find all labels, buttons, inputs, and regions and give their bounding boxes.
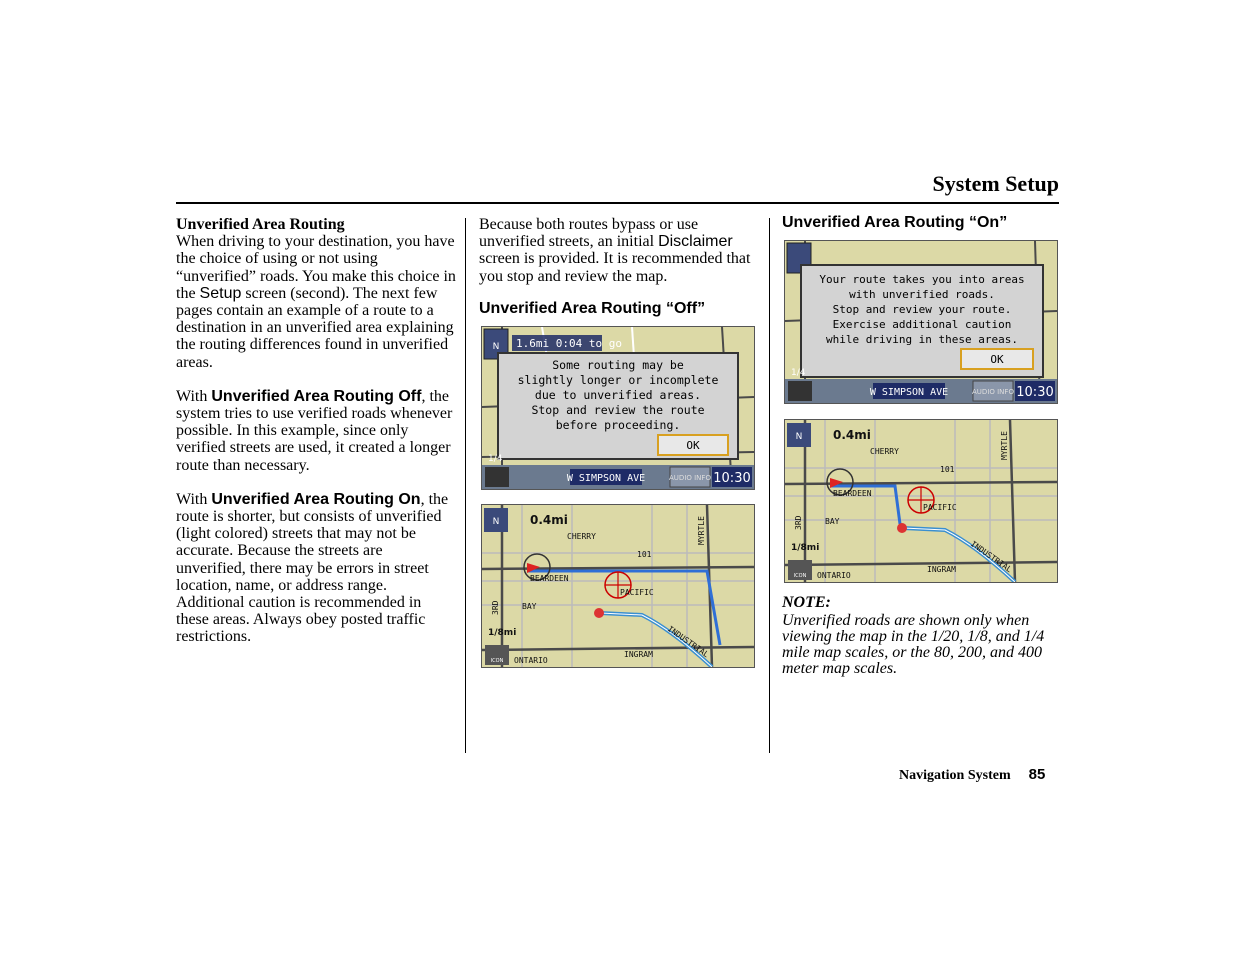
svg-text:ICON: ICON bbox=[490, 658, 504, 664]
routing-on-term: Unverified Area Routing On bbox=[211, 490, 421, 508]
svg-text:INGRAM: INGRAM bbox=[624, 650, 653, 659]
screenshot-on-disclaimer bbox=[784, 240, 1058, 404]
svg-text:N: N bbox=[492, 342, 500, 352]
disclaimer-term: Disclaimer bbox=[658, 233, 733, 251]
footer bbox=[899, 766, 1045, 784]
screenshot-off-disclaimer bbox=[481, 326, 755, 490]
street-name: W SIMPSON AVE bbox=[566, 473, 646, 484]
svg-text:Exercise additional caution: Exercise additional caution bbox=[832, 318, 1012, 331]
svg-text:MYRTLE: MYRTLE bbox=[697, 516, 706, 545]
routing-off-paragraph: With Unverified Area Routing Off, the system tries to use verified roads whenever possible. In this example, since only verified streets are used, it created a longer route than necessary. bbox=[176, 387, 453, 474]
svg-text:OK: OK bbox=[990, 353, 1004, 366]
routing-off-term: Unverified Area Routing Off bbox=[211, 387, 422, 405]
svg-text:INDUSTRIAL: INDUSTRIAL bbox=[968, 539, 1014, 575]
column-divider-2 bbox=[769, 218, 770, 753]
footer-label: Navigation System bbox=[899, 768, 1011, 783]
svg-text:101: 101 bbox=[940, 465, 955, 474]
svg-text:BAY: BAY bbox=[522, 602, 537, 611]
svg-text:MYRTLE: MYRTLE bbox=[1000, 431, 1009, 460]
svg-text:0.4mi: 0.4mi bbox=[833, 428, 871, 442]
svg-text:ICON: ICON bbox=[793, 573, 807, 579]
svg-text:Your route takes you into area: Your route takes you into areas bbox=[819, 273, 1025, 286]
svg-text:3RD: 3RD bbox=[491, 600, 500, 615]
note-title: NOTE: bbox=[782, 594, 831, 611]
dialog-line-2: slightly longer or incomplete bbox=[517, 373, 719, 387]
column-1 bbox=[176, 216, 456, 646]
svg-text:10:30: 10:30 bbox=[1016, 385, 1054, 400]
header-rule bbox=[176, 202, 1059, 204]
section-heading: Unverified Area Routing bbox=[176, 216, 345, 233]
disclaimer-paragraph: Because both routes bypass or use unverified streets, an initial Disclaimer screen is provided. It is recommended that you stop and review the map. bbox=[479, 216, 751, 285]
distance-readout: 1.6mi 0:04 to go bbox=[516, 337, 622, 350]
routing-off-heading: Unverified Area Routing “Off” bbox=[479, 300, 706, 317]
column-2 bbox=[479, 216, 755, 285]
svg-text:1/4: 1/4 bbox=[791, 368, 806, 378]
svg-text:OK: OK bbox=[686, 439, 700, 452]
routing-on-paragraph: With Unverified Area Routing On, the route is shorter, but consists of unverified (light colored) streets that may not be accurate. Because the streets are unverified, there may be errors in street location, name, or address range. Additional caution is recommended in these areas. Always obey posted traffic restrictions. bbox=[176, 490, 449, 646]
svg-text:N: N bbox=[492, 517, 500, 527]
setup-term: Setup bbox=[199, 284, 242, 302]
intro-paragraph: When driving to your destination, you have the choice of using or not using “unverified” roads. You make this choice in the Setup screen (second). The next few pages contain an example of a route to a destination in an unverified area explaining the routing differences found in unverified areas. bbox=[176, 233, 456, 371]
svg-text:PACIFIC: PACIFIC bbox=[923, 503, 957, 512]
svg-text:ONTARIO: ONTARIO bbox=[514, 656, 548, 665]
dialog-line-5: before proceeding. bbox=[555, 418, 681, 432]
column-divider-1 bbox=[465, 218, 466, 753]
routing-on-heading: Unverified Area Routing “On” bbox=[782, 214, 1008, 231]
map-scale: 1/8mi bbox=[488, 628, 517, 638]
svg-text:CHERRY: CHERRY bbox=[567, 532, 596, 541]
map-routing-on bbox=[784, 419, 1058, 583]
svg-text:AUDIO INFO: AUDIO INFO bbox=[972, 388, 1014, 396]
svg-text:CHERRY: CHERRY bbox=[870, 447, 899, 456]
svg-text:BEARDEEN: BEARDEEN bbox=[530, 574, 569, 583]
page-number: 85 bbox=[1028, 766, 1046, 783]
svg-text:BAY: BAY bbox=[825, 517, 840, 526]
note-block bbox=[782, 595, 1057, 677]
page-title: System Setup bbox=[932, 171, 1059, 196]
svg-text:BEARDEEN: BEARDEEN bbox=[833, 489, 872, 498]
svg-text:PACIFIC: PACIFIC bbox=[620, 588, 654, 597]
svg-text:101: 101 bbox=[637, 550, 652, 559]
svg-text:3RD: 3RD bbox=[794, 515, 803, 530]
svg-text:N: N bbox=[795, 432, 803, 442]
svg-text:ONTARIO: ONTARIO bbox=[817, 571, 851, 580]
svg-text:AUDIO INFO: AUDIO INFO bbox=[669, 474, 711, 482]
svg-text:1/4: 1/4 bbox=[488, 454, 503, 464]
map-routing-off bbox=[481, 504, 755, 668]
svg-text:1/8mi: 1/8mi bbox=[791, 543, 820, 553]
map-distance: 0.4mi bbox=[530, 513, 568, 527]
svg-text:while driving in these areas.: while driving in these areas. bbox=[825, 333, 1019, 346]
dialog-line-4: Stop and review the route bbox=[531, 403, 705, 417]
svg-text:INDUSTRIAL: INDUSTRIAL bbox=[665, 624, 711, 660]
dialog-line-3: due to unverified areas. bbox=[534, 388, 702, 402]
svg-text:W SIMPSON AVE: W SIMPSON AVE bbox=[869, 387, 949, 398]
svg-text:INGRAM: INGRAM bbox=[927, 565, 956, 574]
svg-text:with unverified roads.: with unverified roads. bbox=[849, 288, 995, 301]
svg-text:Stop and review your route.: Stop and review your route. bbox=[832, 303, 1012, 316]
clock: 10:30 bbox=[713, 471, 751, 486]
note-body: Unverified roads are shown only when viewing the map in the 1/20, 1/8, and 1/4 mile map scales, or the 80, 200, and 400 meter map scales. bbox=[782, 612, 1045, 677]
dialog-line-1: Some routing may be bbox=[552, 358, 684, 372]
